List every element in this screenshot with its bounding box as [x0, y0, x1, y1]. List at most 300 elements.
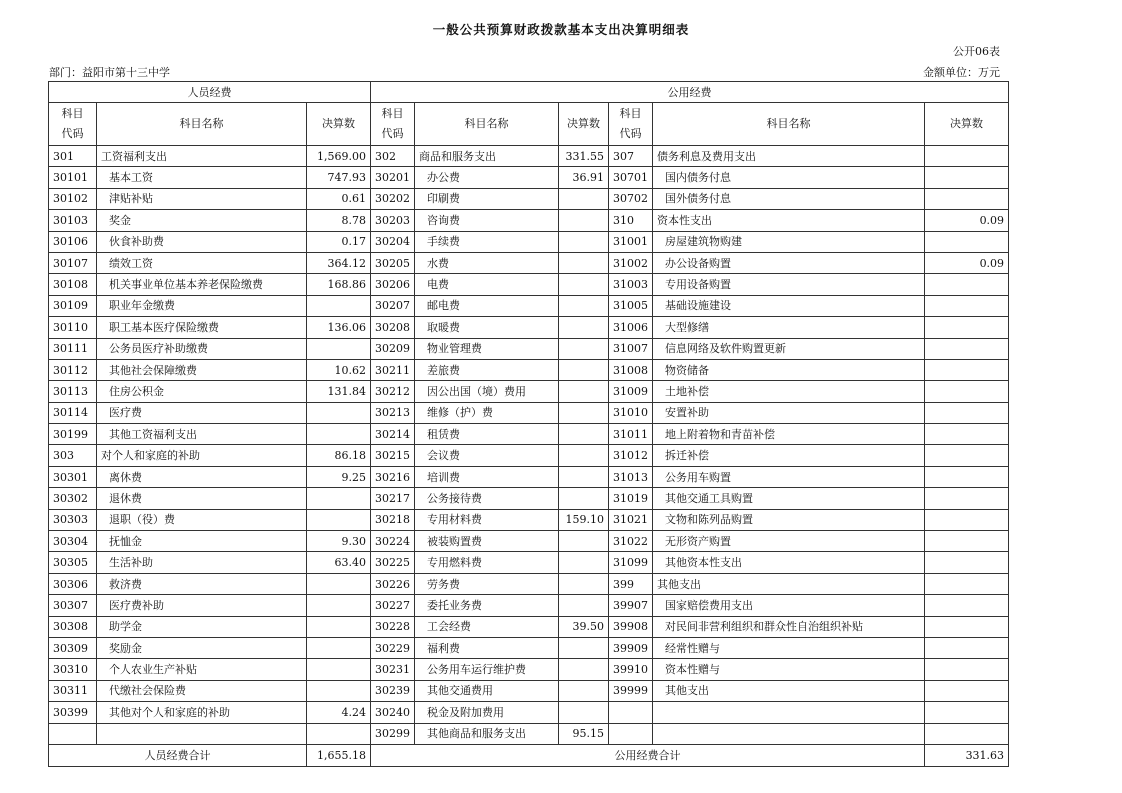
subject-name: 物业管理费	[415, 338, 559, 359]
amount-value	[307, 637, 371, 658]
subject-code: 30113	[49, 381, 97, 402]
amount-value	[307, 573, 371, 594]
subject-code: 30211	[371, 359, 415, 380]
subject-code: 30307	[49, 595, 97, 616]
subject-name: 基本工资	[97, 167, 307, 188]
subject-name: 其他社会保障缴费	[97, 359, 307, 380]
table-row	[49, 210, 1009, 231]
table-row	[49, 723, 1009, 744]
header-code: 科目 代码	[371, 103, 415, 146]
subject-code: 31006	[609, 317, 653, 338]
section-public: 公用经费	[371, 82, 1009, 103]
table-row	[49, 424, 1009, 445]
table-row	[49, 509, 1009, 530]
subject-name	[97, 723, 307, 744]
subject-name: 地上附着物和青苗补偿	[653, 424, 925, 445]
table-row	[49, 188, 1009, 209]
subject-code: 30199	[49, 424, 97, 445]
table-row	[49, 381, 1009, 402]
amount-value	[925, 723, 1009, 744]
subject-code: 30303	[49, 509, 97, 530]
subject-code: 30301	[49, 466, 97, 487]
subject-name: 拆迁补偿	[653, 445, 925, 466]
subject-code: 31010	[609, 402, 653, 423]
subject-code	[609, 723, 653, 744]
subject-code: 31003	[609, 274, 653, 295]
subject-name: 奖金	[97, 210, 307, 231]
amount-value	[307, 680, 371, 701]
subject-code: 30111	[49, 338, 97, 359]
subject-name: 租赁费	[415, 424, 559, 445]
amount-value	[559, 702, 609, 723]
subject-code: 30109	[49, 295, 97, 316]
amount-value: 8.78	[307, 210, 371, 231]
subject-name: 对民间非营利组织和群众性自治组织补贴	[653, 616, 925, 637]
subject-code: 30202	[371, 188, 415, 209]
subject-code: 31019	[609, 488, 653, 509]
amount-value	[559, 295, 609, 316]
subject-name: 会议费	[415, 445, 559, 466]
subject-code: 30201	[371, 167, 415, 188]
subject-name: 国外债务付息	[653, 188, 925, 209]
subject-code: 30311	[49, 680, 97, 701]
table-row	[49, 659, 1009, 680]
subject-code: 31007	[609, 338, 653, 359]
subject-code: 31005	[609, 295, 653, 316]
header-name: 科目名称	[97, 103, 307, 146]
subject-name: 经常性赠与	[653, 637, 925, 658]
amount-value	[559, 317, 609, 338]
subject-code: 30229	[371, 637, 415, 658]
amount-value	[559, 531, 609, 552]
subject-code: 31008	[609, 359, 653, 380]
subject-name: 救济费	[97, 573, 307, 594]
subject-code: 30227	[371, 595, 415, 616]
amount-value	[925, 274, 1009, 295]
amount-value: 331.55	[559, 146, 609, 167]
subject-code: 30302	[49, 488, 97, 509]
subject-name: 维修（护）费	[415, 402, 559, 423]
amount-value	[307, 424, 371, 445]
subject-name: 专用燃料费	[415, 552, 559, 573]
amount-value: 159.10	[559, 509, 609, 530]
subject-code: 30225	[371, 552, 415, 573]
subject-name: 无形资产购置	[653, 531, 925, 552]
amount-value	[559, 552, 609, 573]
amount-value	[559, 252, 609, 273]
amount-value: 63.40	[307, 552, 371, 573]
amount-value: 1,569.00	[307, 146, 371, 167]
amount-value	[307, 723, 371, 744]
table-row	[49, 466, 1009, 487]
subject-code: 31009	[609, 381, 653, 402]
subject-name: 退休费	[97, 488, 307, 509]
subject-name: 专用材料费	[415, 509, 559, 530]
amount-value	[925, 359, 1009, 380]
amount-value: 4.24	[307, 702, 371, 723]
subject-name: 资本性支出	[653, 210, 925, 231]
amount-value	[307, 616, 371, 637]
subject-name: 福利费	[415, 637, 559, 658]
subject-code: 30702	[609, 188, 653, 209]
amount-value	[559, 680, 609, 701]
amount-value	[925, 552, 1009, 573]
subject-code: 30206	[371, 274, 415, 295]
amount-value: 364.12	[307, 252, 371, 273]
amount-value: 9.25	[307, 466, 371, 487]
subject-code: 30231	[371, 659, 415, 680]
table-row	[49, 637, 1009, 658]
totals-row	[49, 744, 1009, 766]
subject-code: 301	[49, 146, 97, 167]
subject-code: 30107	[49, 252, 97, 273]
subject-name: 公务用车购置	[653, 466, 925, 487]
amount-value: 9.30	[307, 531, 371, 552]
subject-code: 30212	[371, 381, 415, 402]
section-header-row	[49, 82, 1009, 103]
subject-code: 30204	[371, 231, 415, 252]
amount-value	[307, 402, 371, 423]
subject-code: 30216	[371, 466, 415, 487]
header-amount: 决算数	[307, 103, 371, 146]
subject-name: 取暖费	[415, 317, 559, 338]
amount-value	[925, 637, 1009, 658]
subject-code: 30218	[371, 509, 415, 530]
subject-name: 离休费	[97, 466, 307, 487]
amount-value: 39.50	[559, 616, 609, 637]
table-row	[49, 167, 1009, 188]
subject-name: 差旅费	[415, 359, 559, 380]
amount-value	[925, 659, 1009, 680]
subject-name: 水费	[415, 252, 559, 273]
amount-value	[307, 338, 371, 359]
personnel-total-label: 人员经费合计	[49, 744, 307, 766]
subject-code: 30207	[371, 295, 415, 316]
subject-code: 30226	[371, 573, 415, 594]
subject-name: 委托业务费	[415, 595, 559, 616]
subject-code: 30112	[49, 359, 97, 380]
subject-name: 物资储备	[653, 359, 925, 380]
amount-value	[307, 488, 371, 509]
subject-name: 医疗费补助	[97, 595, 307, 616]
subject-name: 工资福利支出	[97, 146, 307, 167]
table-row	[49, 252, 1009, 273]
subject-name: 住房公积金	[97, 381, 307, 402]
amount-value	[559, 659, 609, 680]
subject-code: 31099	[609, 552, 653, 573]
subject-code: 30308	[49, 616, 97, 637]
subject-name: 国内债务付息	[653, 167, 925, 188]
amount-value	[925, 466, 1009, 487]
table-row	[49, 531, 1009, 552]
amount-value	[559, 424, 609, 445]
subject-code: 303	[49, 445, 97, 466]
subject-name: 医疗费	[97, 402, 307, 423]
expenditure-table	[48, 81, 1009, 767]
amount-value	[559, 466, 609, 487]
subject-code: 30208	[371, 317, 415, 338]
unit-label: 金额单位：万元	[923, 66, 1000, 79]
subject-code: 30106	[49, 231, 97, 252]
amount-value	[559, 573, 609, 594]
subject-name: 国家赔偿费用支出	[653, 595, 925, 616]
amount-value	[925, 531, 1009, 552]
subject-code: 30108	[49, 274, 97, 295]
amount-value	[925, 402, 1009, 423]
table-row	[49, 338, 1009, 359]
subject-name: 职工基本医疗保险缴费	[97, 317, 307, 338]
subject-code: 30214	[371, 424, 415, 445]
section-personnel: 人员经费	[49, 82, 371, 103]
amount-value: 95.15	[559, 723, 609, 744]
subject-name: 被装购置费	[415, 531, 559, 552]
amount-value: 0.09	[925, 210, 1009, 231]
table-row	[49, 616, 1009, 637]
amount-value	[559, 637, 609, 658]
amount-value: 36.91	[559, 167, 609, 188]
table-row	[49, 595, 1009, 616]
subject-code: 30305	[49, 552, 97, 573]
amount-value	[925, 595, 1009, 616]
subject-code: 30228	[371, 616, 415, 637]
amount-value	[925, 616, 1009, 637]
subject-name: 其他工资福利支出	[97, 424, 307, 445]
subject-name: 因公出国（境）费用	[415, 381, 559, 402]
subject-code: 39910	[609, 659, 653, 680]
subject-name: 伙食补助费	[97, 231, 307, 252]
subject-name: 邮电费	[415, 295, 559, 316]
department-label: 部门：益阳市第十三中学	[49, 66, 170, 79]
table-row	[49, 488, 1009, 509]
table-row	[49, 552, 1009, 573]
subject-name: 公务员医疗补助缴费	[97, 338, 307, 359]
amount-value: 0.09	[925, 252, 1009, 273]
amount-value	[925, 167, 1009, 188]
subject-code: 39907	[609, 595, 653, 616]
subject-name: 办公费	[415, 167, 559, 188]
subject-code: 39908	[609, 616, 653, 637]
table-row	[49, 680, 1009, 701]
amount-value	[925, 295, 1009, 316]
subject-code	[49, 723, 97, 744]
subject-name: 公务接待费	[415, 488, 559, 509]
header-code: 科目 代码	[609, 103, 653, 146]
subject-code: 30701	[609, 167, 653, 188]
amount-value: 168.86	[307, 274, 371, 295]
subject-code: 39909	[609, 637, 653, 658]
amount-value: 131.84	[307, 381, 371, 402]
amount-value	[559, 402, 609, 423]
public-total-value: 331.63	[925, 744, 1009, 766]
subject-name: 信息网络及软件购置更新	[653, 338, 925, 359]
amount-value: 136.06	[307, 317, 371, 338]
subject-code: 307	[609, 146, 653, 167]
subject-name: 工会经费	[415, 616, 559, 637]
table-row	[49, 317, 1009, 338]
subject-name: 办公设备购置	[653, 252, 925, 273]
amount-value	[559, 381, 609, 402]
amount-value	[559, 488, 609, 509]
subject-code: 30310	[49, 659, 97, 680]
subject-code: 31013	[609, 466, 653, 487]
table-row	[49, 359, 1009, 380]
subject-code	[609, 702, 653, 723]
subject-code: 30114	[49, 402, 97, 423]
table-code: 公开06表	[953, 45, 1000, 58]
amount-value	[925, 188, 1009, 209]
amount-value	[559, 274, 609, 295]
subject-name: 其他对个人和家庭的补助	[97, 702, 307, 723]
subject-name: 奖励金	[97, 637, 307, 658]
subject-name: 职业年金缴费	[97, 295, 307, 316]
subject-name	[653, 723, 925, 744]
amount-value	[307, 509, 371, 530]
subject-code: 30213	[371, 402, 415, 423]
amount-value	[925, 488, 1009, 509]
subject-code: 31011	[609, 424, 653, 445]
subject-code: 30101	[49, 167, 97, 188]
amount-value	[559, 445, 609, 466]
subject-code: 30240	[371, 702, 415, 723]
header-name: 科目名称	[415, 103, 559, 146]
amount-value	[925, 445, 1009, 466]
subject-name: 助学金	[97, 616, 307, 637]
public-total-label: 公用经费合计	[371, 744, 925, 766]
subject-code: 30309	[49, 637, 97, 658]
subject-name: 房屋建筑物购建	[653, 231, 925, 252]
subject-code: 30102	[49, 188, 97, 209]
subject-name: 机关事业单位基本养老保险缴费	[97, 274, 307, 295]
subject-name: 资本性赠与	[653, 659, 925, 680]
amount-value	[925, 231, 1009, 252]
subject-name: 专用设备购置	[653, 274, 925, 295]
table-row	[49, 295, 1009, 316]
column-header-row	[49, 103, 1009, 146]
amount-value	[925, 424, 1009, 445]
amount-value	[925, 573, 1009, 594]
amount-value	[559, 595, 609, 616]
subject-name: 基础设施建设	[653, 295, 925, 316]
subject-code: 39999	[609, 680, 653, 701]
subject-code: 31001	[609, 231, 653, 252]
subject-code: 30110	[49, 317, 97, 338]
subject-name: 其他商品和服务支出	[415, 723, 559, 744]
subject-name: 劳务费	[415, 573, 559, 594]
subject-code: 30304	[49, 531, 97, 552]
subject-name: 商品和服务支出	[415, 146, 559, 167]
amount-value	[925, 146, 1009, 167]
header-name: 科目名称	[653, 103, 925, 146]
subject-code: 31021	[609, 509, 653, 530]
amount-value	[559, 210, 609, 231]
subject-code: 30205	[371, 252, 415, 273]
table-row	[49, 146, 1009, 167]
subject-code: 30224	[371, 531, 415, 552]
subject-name: 对个人和家庭的补助	[97, 445, 307, 466]
amount-value	[559, 338, 609, 359]
subject-code: 399	[609, 573, 653, 594]
subject-code: 31002	[609, 252, 653, 273]
amount-value	[925, 509, 1009, 530]
subject-code: 30103	[49, 210, 97, 231]
subject-code: 30239	[371, 680, 415, 701]
subject-code: 30203	[371, 210, 415, 231]
subject-name: 税金及附加费用	[415, 702, 559, 723]
subject-name: 文物和陈列品购置	[653, 509, 925, 530]
subject-code: 302	[371, 146, 415, 167]
subject-name: 公务用车运行维护费	[415, 659, 559, 680]
amount-value: 10.62	[307, 359, 371, 380]
subject-code: 30215	[371, 445, 415, 466]
subject-name: 其他支出	[653, 680, 925, 701]
table-row	[49, 402, 1009, 423]
subject-code: 31012	[609, 445, 653, 466]
subject-name: 抚恤金	[97, 531, 307, 552]
subject-code: 30399	[49, 702, 97, 723]
subject-name: 咨询费	[415, 210, 559, 231]
subject-code: 30209	[371, 338, 415, 359]
subject-name: 印刷费	[415, 188, 559, 209]
subject-name: 债务利息及费用支出	[653, 146, 925, 167]
table-row	[49, 445, 1009, 466]
amount-value	[559, 359, 609, 380]
table-row	[49, 573, 1009, 594]
subject-code: 30299	[371, 723, 415, 744]
amount-value	[925, 317, 1009, 338]
subject-code: 30217	[371, 488, 415, 509]
subject-name: 手续费	[415, 231, 559, 252]
subject-name: 其他交通工具购置	[653, 488, 925, 509]
subject-code: 310	[609, 210, 653, 231]
subject-name: 电费	[415, 274, 559, 295]
table-row	[49, 274, 1009, 295]
header-amount: 决算数	[925, 103, 1009, 146]
page-title: 一般公共预算财政拨款基本支出决算明细表	[432, 22, 690, 37]
subject-name: 个人农业生产补贴	[97, 659, 307, 680]
amount-value: 0.17	[307, 231, 371, 252]
amount-value	[925, 680, 1009, 701]
amount-value: 86.18	[307, 445, 371, 466]
amount-value	[307, 295, 371, 316]
personnel-total-value: 1,655.18	[307, 744, 371, 766]
subject-name	[653, 702, 925, 723]
table-row	[49, 231, 1009, 252]
amount-value	[307, 595, 371, 616]
subject-name: 其他支出	[653, 573, 925, 594]
subject-name: 绩效工资	[97, 252, 307, 273]
amount-value: 0.61	[307, 188, 371, 209]
table-row	[49, 702, 1009, 723]
subject-name: 生活补助	[97, 552, 307, 573]
amount-value	[559, 231, 609, 252]
subject-name: 培训费	[415, 466, 559, 487]
subject-code: 31022	[609, 531, 653, 552]
subject-code: 30306	[49, 573, 97, 594]
amount-value	[925, 338, 1009, 359]
subject-name: 土地补偿	[653, 381, 925, 402]
amount-value	[925, 702, 1009, 723]
subject-name: 其他交通费用	[415, 680, 559, 701]
subject-name: 代缴社会保险费	[97, 680, 307, 701]
subject-name: 退职（役）费	[97, 509, 307, 530]
header-code: 科目 代码	[49, 103, 97, 146]
subject-name: 津贴补贴	[97, 188, 307, 209]
amount-value	[307, 659, 371, 680]
header-amount: 决算数	[559, 103, 609, 146]
subject-name: 大型修缮	[653, 317, 925, 338]
amount-value: 747.93	[307, 167, 371, 188]
subject-name: 安置补助	[653, 402, 925, 423]
